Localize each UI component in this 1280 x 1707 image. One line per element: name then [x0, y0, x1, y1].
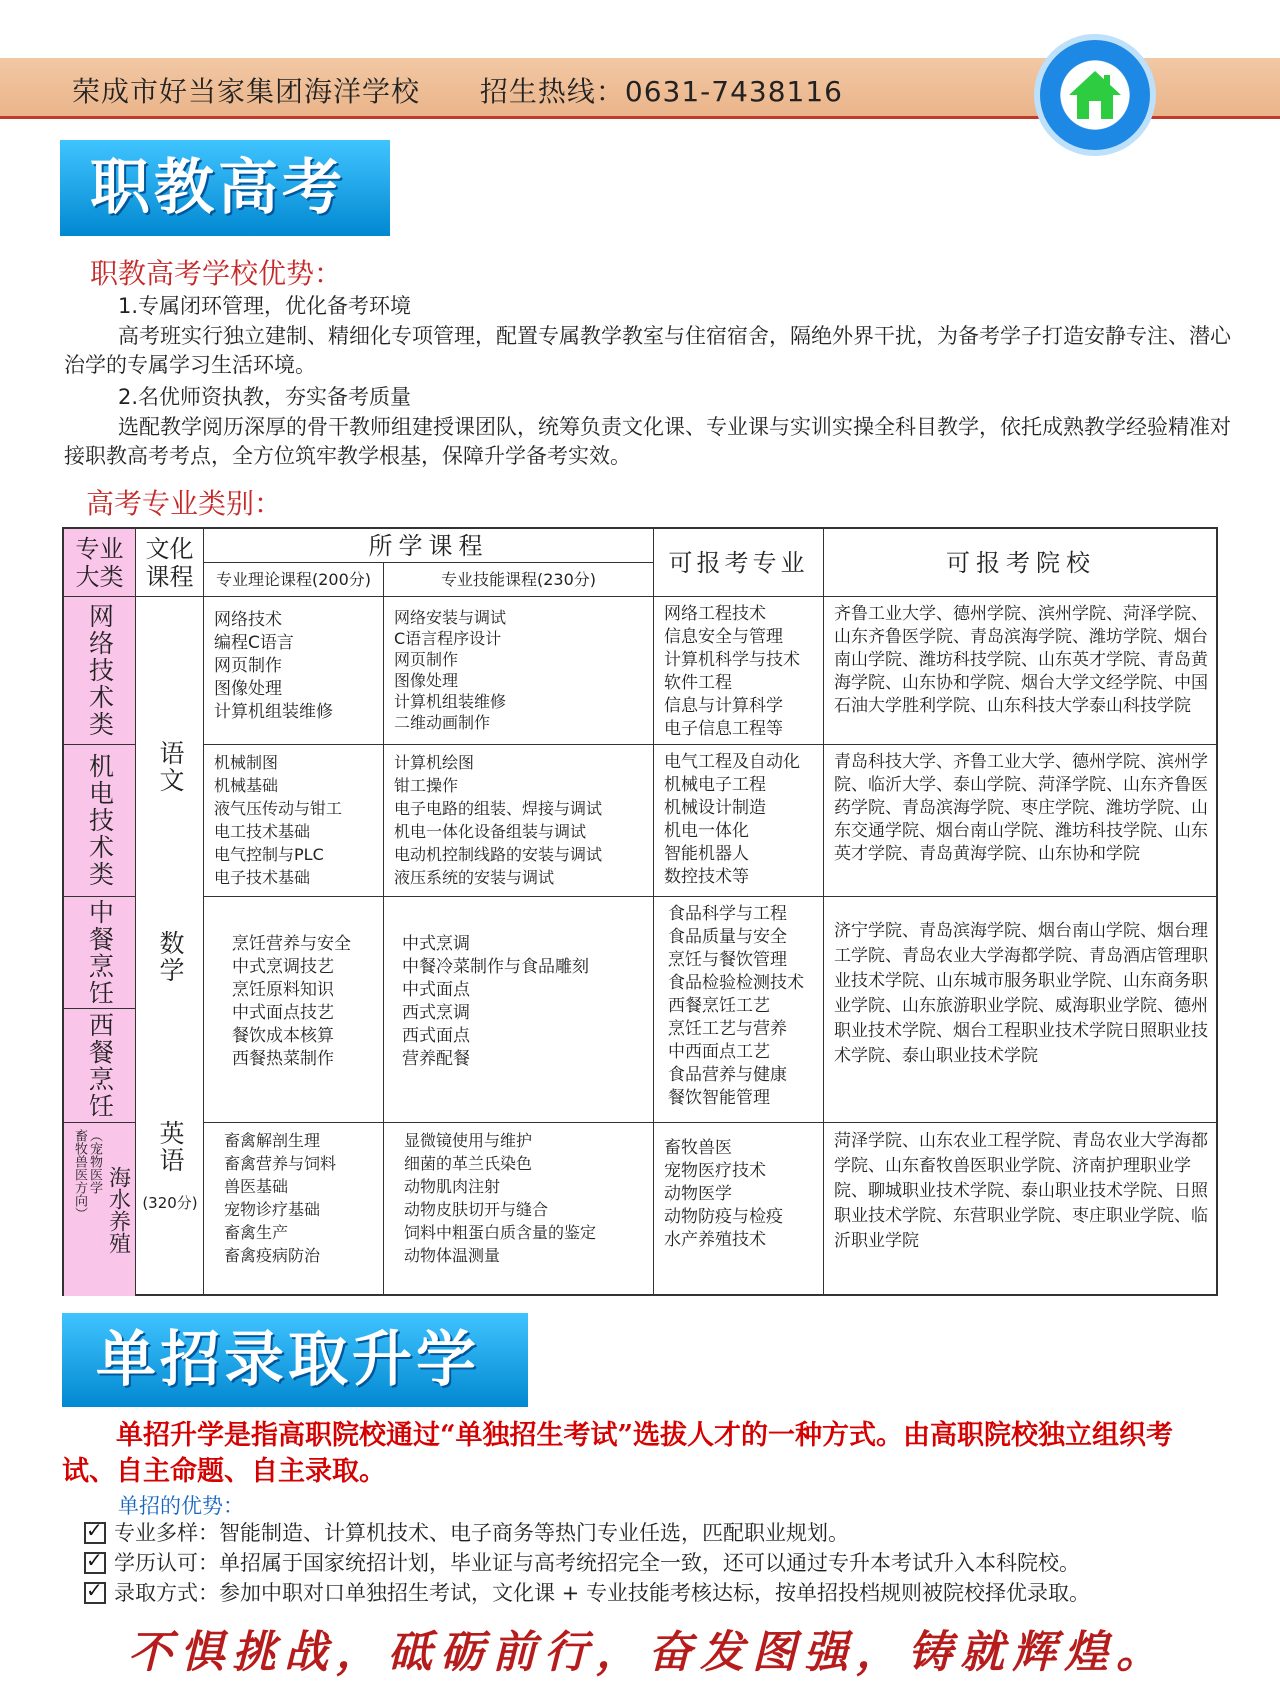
list-item-text: 专业多样：智能制造、计算机技术、电子商务等热门专业任选，匹配职业规划。: [114, 1521, 849, 1545]
category-network: 网络技术类: [64, 597, 136, 745]
culture-column: [136, 597, 204, 1296]
checkbox-icon: [84, 1522, 106, 1544]
advantage-2-body: 选配教学阅历深厚的骨干教师组建授课团队，统筹负责文化课、专业课与实训实操全科目教学，依托成熟教学经验精准对接职教高考考点，全方位筑牢教学根基，保障升学备考实效。: [64, 415, 1231, 468]
list-item: [84, 1518, 1090, 1548]
header-category: 专业大类: [64, 529, 136, 597]
single-admission-list: [84, 1518, 1090, 1608]
single-admission-adv-title: 单招的优势：: [118, 1494, 244, 1518]
theory-mechatronics: 机械制图 机械基础 液气压传动与钳工 电工技术基础 电气控制与PLC 电子技术基础: [204, 745, 384, 897]
category-aquaculture-note: （宠物医学 畜牧兽医方向）: [72, 1129, 102, 1220]
list-item: [84, 1548, 1090, 1578]
category-aquaculture: 海水养殖: [105, 1165, 131, 1254]
header-skill: 专业技能课程(230分): [384, 563, 654, 597]
advantage-1-title: 1.专属闭环管理，优化备考环境: [118, 294, 412, 318]
colleges-network: 齐鲁工业大学、德州学院、滨州学院、菏泽学院、山东齐鲁医学院、青岛滨海学院、潍坊学院、烟台南山学院、潍坊科技学院、山东英才学院、青岛黄海学院、山东协和学院、烟台大学文经学院、中国石油大学胜利学院、山东科技大学泰山科技学院: [824, 597, 1218, 745]
header-text: [72, 70, 893, 110]
category-western-cooking: 西餐烹饪: [64, 1009, 136, 1123]
major-table: [62, 527, 1218, 1296]
culture-english: 英语: [156, 1120, 185, 1174]
advantages-title: 职教高考学校优势：: [90, 257, 343, 290]
checkbox-icon: [84, 1552, 106, 1574]
culture-chinese: 语文: [156, 740, 185, 794]
header-courses: 所学课程: [204, 529, 654, 563]
majors-network: 网络工程技术 信息安全与管理 计算机科学与技术 软件工程 信息与计算科学 电子信息工程等: [654, 597, 824, 745]
school-logo-home-icon: [1040, 40, 1150, 150]
colleges-cooking: 济宁学院、青岛滨海学院、烟台南山学院、烟台理工学院、青岛农业大学海都学院、青岛酒店管理职业技术学院、山东城市服务职业学院、山东商务职业学院、山东旅游职业学院、威海职业学院、德州职业技术学院、烟台工程职业技术学院日照职业技术学院、泰山职业技术学院: [824, 897, 1218, 1123]
header-colleges: 可报考院校: [824, 529, 1218, 597]
hotline: 招生热线：0631-7438116: [479, 75, 843, 108]
header-theory: 专业理论课程(200分): [204, 563, 384, 597]
colleges-aquaculture: 菏泽学院、山东农业工程学院、青岛农业大学海都学院、山东畜牧兽医职业学院、济南护理职业学院、聊城职业技术学院、泰山职业技术学院、日照职业技术学院、东营职业学院、枣庄职业学院、临沂职业学院: [834, 1131, 1208, 1251]
school-name: 荣成市好当家集团海洋学校: [72, 75, 421, 108]
header-majors: 可报考专业: [654, 529, 824, 597]
advantage-2-title: 2.名优师资执教，夯实备考质量: [118, 385, 412, 409]
list-item: [84, 1578, 1090, 1608]
majors-mechatronics: 电气工程及自动化 机械电子工程 机械设计制造 机电一体化 智能机器人 数控技术等: [654, 745, 824, 897]
category-mechatronics: 机电技术类: [64, 745, 136, 897]
header-culture: 文化课程: [136, 529, 204, 597]
list-item-text: 学历认可：单招属于国家统招计划，毕业证与高考统招完全一致，还可以通过专升本考试升入本科院校。: [114, 1551, 1080, 1575]
culture-math: 数学: [156, 930, 185, 984]
majors-aquaculture: 畜牧兽医 宠物医疗技术 动物医学 动物防疫与检疫 水产养殖技术: [654, 1123, 824, 1296]
culture-score: (320分): [142, 1194, 198, 1212]
category-title: 高考专业类别：: [86, 487, 283, 520]
advantage-1-body: 高考班实行独立建制、精细化专项管理，配置专属教学教室与住宿宿舍，隔绝外界干扰，为备考学子打造安静专注、潜心治学的专属学习生活环境。: [64, 324, 1231, 377]
majors-cooking: 食品科学与工程 食品质量与安全 烹饪与餐饮管理 食品检验检测技术 西餐烹饪工艺 烹饪工艺与营养 中西面点工艺 食品营养与健康 餐饮智能管理: [654, 897, 824, 1123]
slogan: 不惧挑战，砥砺前行，奋发图强，铸就辉煌。: [128, 1627, 1168, 1678]
theory-cooking: 烹饪营养与安全 中式烹调技艺 烹饪原料知识 中式面点技艺 餐饮成本核算 西餐热菜制作: [204, 897, 384, 1123]
banner-single-admission: 单招录取升学: [62, 1313, 528, 1407]
colleges-mechatronics: 青岛科技大学、齐鲁工业大学、德州学院、滨州学院、临沂大学、泰山学院、菏泽学院、山东齐鲁医药学院、青岛滨海学院、枣庄学院、潍坊学院、山东交通学院、烟台南山学院、潍坊科技学院、山东英才学院、青岛黄海学院、山东协和学院: [824, 745, 1218, 897]
list-item-text: 录取方式：参加中职对口单独招生考试，文化课 + 专业技能考核达标，按单招投档规则被院校择优录取。: [114, 1581, 1090, 1605]
single-admission-intro: 单招升学是指高职院校通过“单独招生考试”选拔人才的一种方式。由高职院校独立组织考试、自主命题、自主录取。: [62, 1420, 1174, 1487]
category-chinese-cooking: 中餐烹饪: [64, 897, 136, 1009]
checkbox-icon: [84, 1582, 106, 1604]
skill-network: 网络安装与调试 C语言程序设计 网页制作 图像处理 计算机组装维修 二维动画制作: [384, 597, 654, 745]
theory-aquaculture: 畜禽解剖生理 畜禽营养与饲料 兽医基础 宠物诊疗基础 畜禽生产 畜禽疫病防治: [204, 1123, 384, 1296]
category-aquaculture-cell: [64, 1123, 136, 1296]
skill-mechatronics: 计算机绘图 钳工操作 电子电路的组装、焊接与调试 机电一体化设备组装与调试 电动机控制线路的安装与调试 液压系统的安装与调试: [384, 745, 654, 897]
skill-cooking: 中式烹调 中餐冷菜制作与食品雕刻 中式面点 西式烹调 西式面点 营养配餐: [384, 897, 654, 1123]
skill-aquaculture: 显微镜使用与维护 细菌的革兰氏染色 动物肌肉注射 动物皮肤切开与缝合 饲料中粗蛋白质含量的鉴定 动物体温测量: [384, 1123, 654, 1296]
banner-vocational-exam: 职教高考: [60, 140, 390, 236]
theory-network: 网络技术 编程C语言 网页制作 图像处理 计算机组装维修: [204, 597, 384, 745]
